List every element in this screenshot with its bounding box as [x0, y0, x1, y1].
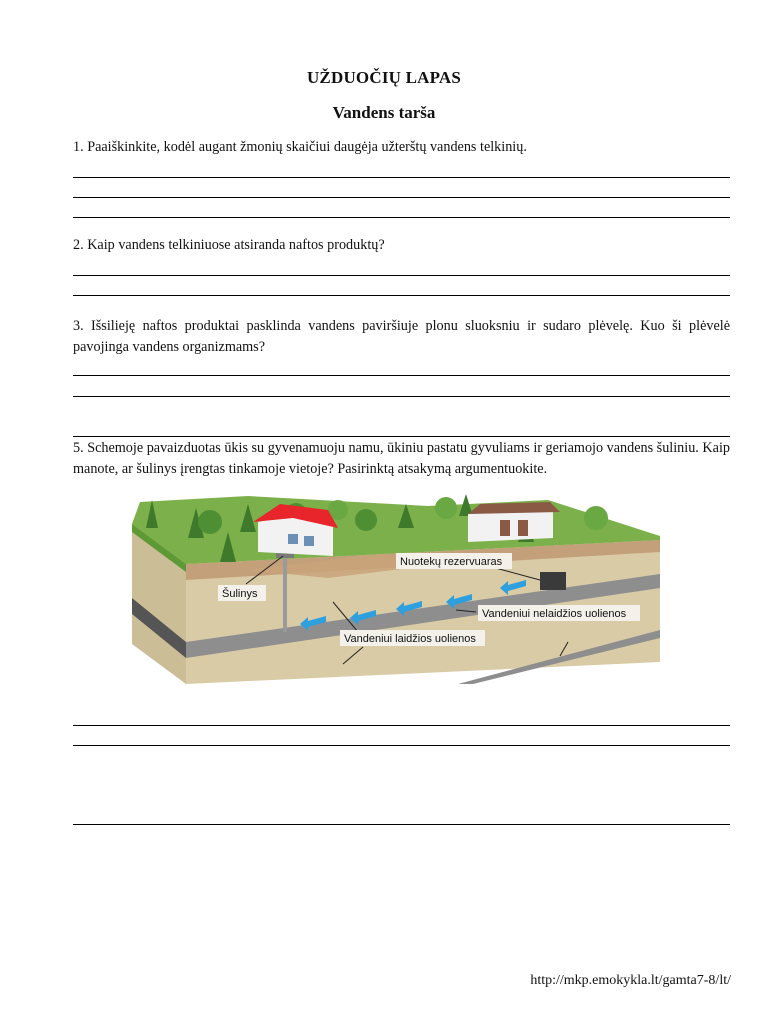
barn — [468, 502, 560, 542]
answer-line[interactable] — [73, 725, 730, 726]
answer-line[interactable] — [73, 217, 730, 218]
question-1: 1. Paaiškinkite, kodėl augant žmonių skaičiui daugėja užterštų vandens telkinių. — [73, 139, 527, 155]
farm-groundwater-diagram — [128, 492, 663, 687]
answer-line[interactable] — [73, 824, 730, 825]
answer-line[interactable] — [73, 396, 730, 397]
sewage-tank — [540, 572, 566, 590]
answer-line[interactable] — [73, 375, 730, 376]
well-shaft — [283, 552, 287, 632]
answer-line[interactable] — [73, 197, 730, 198]
answer-line[interactable] — [73, 745, 730, 746]
question-5: 5. Schemoje pavaizduotas ūkis su gyvenamuoju namu, ūkiniu pastatu gyvuliams ir geriamojo vandens šuliniu. Kaip manote, ar šulinys įrengtas tinkamoje vietoje? Pasirinktą atsakymą argumentuokite. — [73, 440, 730, 477]
answer-line[interactable] — [73, 275, 730, 276]
permeable-label: Vandeniui laidžios uolienos — [344, 633, 476, 645]
question-3: 3. Išsilieję naftos produktai pasklinda vandens paviršiuje plonu sluoksniu ir sudaro plėvelę. Kuo ši plėvelė pavojinga vandens organizmams? — [73, 318, 730, 355]
sewage-label: Nuotekų rezervuaras — [400, 556, 503, 568]
source-url[interactable]: http://mkp.emokykla.lt/gamta7-8/lt/ — [530, 973, 731, 988]
answer-line[interactable] — [73, 177, 730, 178]
answer-line[interactable] — [73, 436, 730, 437]
worksheet-title: UŽDUOČIŲ LAPAS — [306, 68, 462, 87]
impermeable-label: Vandeniui nelaidžios uolienos — [482, 608, 627, 620]
worksheet-subtitle: Vandens tarša — [332, 103, 436, 122]
answer-line[interactable] — [73, 295, 730, 296]
well-label: Šulinys — [222, 588, 258, 600]
question-2: 2. Kaip vandens telkiniuose atsiranda naftos produktų? — [73, 237, 385, 253]
